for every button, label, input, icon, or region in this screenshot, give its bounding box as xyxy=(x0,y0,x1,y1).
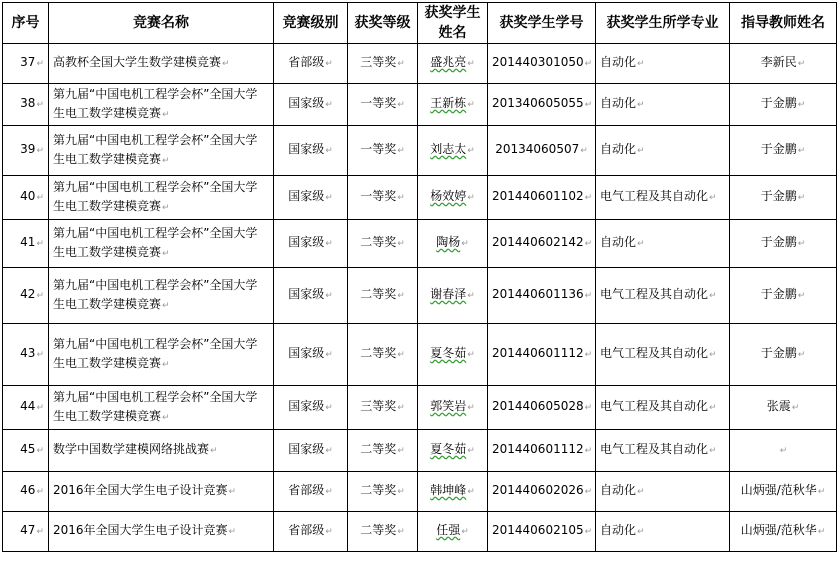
cell-competition xyxy=(49,430,274,472)
paragraph-mark-icon: ↵ xyxy=(397,527,405,537)
cell-major-text: 自动化 xyxy=(600,483,637,497)
cell-student-id-text: 201440602026 xyxy=(492,483,584,497)
cell-student xyxy=(418,386,488,430)
cell-no-text: 42 xyxy=(20,287,36,301)
cell-student-id-text: 201440301050 xyxy=(492,55,584,69)
cell-competition-text: 第九届“中国电机工程学会杯”全国大学生电工数学建模竞赛 xyxy=(53,277,258,311)
cell-award-text: 二等奖 xyxy=(360,483,397,497)
paragraph-mark-icon: ↵ xyxy=(210,446,218,456)
cell-award xyxy=(348,220,418,268)
cell-no xyxy=(3,386,49,430)
cell-student-id-text: 201440602105 xyxy=(492,523,584,537)
paragraph-mark-icon: ↵ xyxy=(162,109,170,120)
cell-level xyxy=(274,176,348,220)
cell-no-text: 46 xyxy=(20,483,36,497)
cell-student-id-text: 201440601112 xyxy=(492,346,584,360)
paragraph-mark-icon: ↵ xyxy=(637,487,645,497)
cell-teacher-text: 于金鹏 xyxy=(760,346,797,360)
cell-student-text: 王新栋 xyxy=(430,96,467,110)
cell-competition-text: 2016年全国大学生电子设计竞赛 xyxy=(53,483,228,497)
cell-award-text: 二等奖 xyxy=(360,442,397,456)
cell-student-id-text: 201440602142 xyxy=(492,235,584,249)
cell-major xyxy=(596,126,730,176)
paragraph-mark-icon: ↵ xyxy=(397,446,405,456)
cell-award xyxy=(348,512,418,552)
cell-level xyxy=(274,386,348,430)
cell-level-text: 国家级 xyxy=(288,96,325,110)
cell-student-id xyxy=(488,84,596,126)
paragraph-mark-icon: ↵ xyxy=(791,403,800,413)
cell-competition-text: 高教杯全国大学生数学建模竞赛 xyxy=(53,55,222,69)
paragraph-mark-icon: ↵ xyxy=(467,100,475,110)
paragraph-mark-icon: ↵ xyxy=(797,291,806,301)
cell-competition xyxy=(49,512,274,552)
paragraph-mark-icon: ↵ xyxy=(228,487,237,497)
paragraph-mark-icon: ↵ xyxy=(584,291,593,301)
paragraph-mark-icon: ↵ xyxy=(584,350,593,360)
paragraph-mark-icon: ↵ xyxy=(797,146,806,156)
cell-student-id xyxy=(488,126,596,176)
paragraph-mark-icon: ↵ xyxy=(36,291,44,301)
cell-no xyxy=(3,44,49,84)
cell-major-text: 自动化 xyxy=(600,235,637,249)
cell-student-text: 郭笑岩 xyxy=(430,399,467,413)
cell-student xyxy=(418,512,488,552)
paragraph-mark-icon: ↵ xyxy=(397,291,405,301)
cell-award xyxy=(348,430,418,472)
paragraph-mark-icon: ↵ xyxy=(584,193,593,203)
paragraph-mark-icon: ↵ xyxy=(397,239,405,249)
paragraph-mark-icon: ↵ xyxy=(36,350,44,360)
paragraph-mark-icon: ↵ xyxy=(467,403,475,413)
table-row xyxy=(3,512,837,552)
paragraph-mark-icon: ↵ xyxy=(461,527,469,537)
header-level: 竞赛级别 xyxy=(274,3,348,44)
cell-student-id xyxy=(488,430,596,472)
cell-student-text: 盛兆亮 xyxy=(430,55,467,69)
cell-major-text: 自动化 xyxy=(600,142,637,156)
paragraph-mark-icon: ↵ xyxy=(817,487,826,497)
paragraph-mark-icon: ↵ xyxy=(637,59,645,69)
cell-student-id xyxy=(488,176,596,220)
paragraph-mark-icon: ↵ xyxy=(325,446,333,456)
cell-student-id xyxy=(488,386,596,430)
cell-award-text: 一等奖 xyxy=(360,96,397,110)
paragraph-mark-icon: ↵ xyxy=(467,487,475,497)
paragraph-mark-icon: ↵ xyxy=(325,100,333,110)
paragraph-mark-icon: ↵ xyxy=(325,350,333,360)
header-major: 获奖学生所学专业 xyxy=(596,3,730,44)
cell-no xyxy=(3,268,49,324)
paragraph-mark-icon: ↵ xyxy=(467,446,475,456)
cell-award xyxy=(348,324,418,386)
cell-competition-text: 2016年全国大学生电子设计竞赛 xyxy=(53,523,228,537)
paragraph-mark-icon: ↵ xyxy=(461,239,469,249)
paragraph-mark-icon: ↵ xyxy=(779,446,788,456)
cell-student xyxy=(418,430,488,472)
paragraph-mark-icon: ↵ xyxy=(36,527,44,537)
paragraph-mark-icon: ↵ xyxy=(36,146,44,156)
table-row xyxy=(3,84,837,126)
cell-no-text: 37 xyxy=(20,55,36,69)
header-row xyxy=(3,3,837,44)
paragraph-mark-icon: ↵ xyxy=(397,146,405,156)
cell-competition xyxy=(49,176,274,220)
cell-student xyxy=(418,176,488,220)
cell-no xyxy=(3,472,49,512)
paragraph-mark-icon: ↵ xyxy=(397,350,405,360)
cell-student-text: 任强 xyxy=(436,523,461,537)
paragraph-mark-icon: ↵ xyxy=(467,350,475,360)
cell-level xyxy=(274,324,348,386)
cell-competition-text: 第九届“中国电机工程学会杯”全国大学生电工数学建模竞赛 xyxy=(53,225,258,259)
cell-award-text: 二等奖 xyxy=(360,235,397,249)
header-teacher: 指导教师姓名 xyxy=(730,3,837,44)
cell-level-text: 省部级 xyxy=(288,55,325,69)
cell-no xyxy=(3,430,49,472)
cell-no xyxy=(3,324,49,386)
cell-student xyxy=(418,44,488,84)
cell-level xyxy=(274,126,348,176)
cell-award-text: 三等奖 xyxy=(360,399,397,413)
cell-award xyxy=(348,268,418,324)
cell-award xyxy=(348,386,418,430)
paragraph-mark-icon: ↵ xyxy=(162,412,170,423)
cell-award-text: 三等奖 xyxy=(360,55,397,69)
cell-teacher-text: 李新民 xyxy=(760,55,797,69)
table-row xyxy=(3,386,837,430)
cell-competition xyxy=(49,324,274,386)
paragraph-mark-icon: ↵ xyxy=(797,193,806,203)
cell-competition-text: 第九届“中国电机工程学会杯”全国大学生电工数学建模竞赛 xyxy=(53,132,258,166)
paragraph-mark-icon: ↵ xyxy=(637,527,645,537)
paragraph-mark-icon: ↵ xyxy=(325,59,333,69)
table-row xyxy=(3,220,837,268)
paragraph-mark-icon: ↵ xyxy=(637,146,645,156)
paragraph-mark-icon: ↵ xyxy=(325,193,333,203)
paragraph-mark-icon: ↵ xyxy=(397,487,405,497)
cell-student-id xyxy=(488,220,596,268)
table-row xyxy=(3,44,837,84)
cell-level-text: 国家级 xyxy=(288,399,325,413)
cell-no-text: 40 xyxy=(20,189,36,203)
cell-no xyxy=(3,176,49,220)
paragraph-mark-icon: ↵ xyxy=(584,403,593,413)
cell-teacher xyxy=(730,472,837,512)
paragraph-mark-icon: ↵ xyxy=(584,239,593,249)
cell-no xyxy=(3,220,49,268)
cell-major xyxy=(596,176,730,220)
cell-student-text: 杨效婷 xyxy=(430,189,467,203)
cell-level-text: 国家级 xyxy=(288,235,325,249)
cell-major xyxy=(596,220,730,268)
header-no: 序号 xyxy=(3,3,49,44)
paragraph-mark-icon: ↵ xyxy=(709,446,717,456)
cell-major xyxy=(596,44,730,84)
cell-teacher xyxy=(730,44,837,84)
paragraph-mark-icon: ↵ xyxy=(162,359,170,370)
cell-competition-text: 数学中国数学建模网络挑战赛 xyxy=(53,442,210,456)
cell-student xyxy=(418,472,488,512)
paragraph-mark-icon: ↵ xyxy=(397,100,405,110)
cell-teacher xyxy=(730,512,837,552)
paragraph-mark-icon: ↵ xyxy=(467,291,475,301)
cell-level-text: 省部级 xyxy=(288,483,325,497)
cell-competition-text: 第九届“中国电机工程学会杯”全国大学生电工数学建模竞赛 xyxy=(53,179,258,213)
cell-teacher-text: 山炳强/范秋华 xyxy=(740,523,817,537)
paragraph-mark-icon: ↵ xyxy=(584,487,593,497)
cell-student-id-text: 201440605028 xyxy=(492,399,584,413)
cell-award xyxy=(348,84,418,126)
paragraph-mark-icon: ↵ xyxy=(397,59,405,69)
cell-level xyxy=(274,44,348,84)
cell-teacher xyxy=(730,220,837,268)
table-row xyxy=(3,430,837,472)
paragraph-mark-icon: ↵ xyxy=(467,146,475,156)
paragraph-mark-icon: ↵ xyxy=(584,100,593,110)
cell-student-id xyxy=(488,324,596,386)
cell-level-text: 国家级 xyxy=(288,189,325,203)
paragraph-mark-icon: ↵ xyxy=(36,100,44,110)
table-body xyxy=(3,44,837,552)
table-row xyxy=(3,324,837,386)
cell-major xyxy=(596,386,730,430)
cell-student xyxy=(418,268,488,324)
cell-student-text: 陶杨 xyxy=(436,235,461,249)
paragraph-mark-icon: ↵ xyxy=(797,100,806,110)
cell-competition-text: 第九届“中国电机工程学会杯”全国大学生电工数学建模竞赛 xyxy=(53,389,258,423)
cell-student-id-text: 201440601136 xyxy=(492,287,584,301)
cell-no-text: 38 xyxy=(20,96,36,110)
cell-teacher-text: 于金鹏 xyxy=(760,287,797,301)
cell-competition xyxy=(49,472,274,512)
cell-award xyxy=(348,126,418,176)
table-row xyxy=(3,472,837,512)
cell-level-text: 省部级 xyxy=(288,523,325,537)
paragraph-mark-icon: ↵ xyxy=(162,202,170,213)
cell-award-text: 二等奖 xyxy=(360,523,397,537)
cell-major-text: 自动化 xyxy=(600,96,637,110)
paragraph-mark-icon: ↵ xyxy=(709,291,717,301)
paragraph-mark-icon: ↵ xyxy=(397,403,405,413)
paragraph-mark-icon: ↵ xyxy=(584,59,593,69)
paragraph-mark-icon: ↵ xyxy=(637,100,645,110)
cell-student-text: 谢春泽 xyxy=(430,287,467,301)
cell-student xyxy=(418,324,488,386)
paragraph-mark-icon: ↵ xyxy=(162,248,170,259)
paragraph-mark-icon: ↵ xyxy=(637,239,645,249)
cell-major xyxy=(596,472,730,512)
cell-student-id-text: 201440601112 xyxy=(492,442,584,456)
cell-level xyxy=(274,472,348,512)
paragraph-mark-icon: ↵ xyxy=(797,350,806,360)
cell-award-text: 二等奖 xyxy=(360,346,397,360)
cell-level-text: 国家级 xyxy=(288,142,325,156)
cell-level xyxy=(274,220,348,268)
cell-student xyxy=(418,126,488,176)
cell-no-text: 43 xyxy=(20,346,36,360)
cell-no xyxy=(3,126,49,176)
cell-award-text: 一等奖 xyxy=(360,189,397,203)
cell-teacher-text: 张震 xyxy=(766,399,791,413)
paragraph-mark-icon: ↵ xyxy=(36,487,44,497)
cell-award xyxy=(348,44,418,84)
cell-award-text: 二等奖 xyxy=(360,287,397,301)
cell-student xyxy=(418,84,488,126)
paragraph-mark-icon: ↵ xyxy=(467,193,475,203)
cell-student-id xyxy=(488,268,596,324)
paragraph-mark-icon: ↵ xyxy=(709,350,717,360)
cell-no xyxy=(3,84,49,126)
paragraph-mark-icon: ↵ xyxy=(36,239,44,249)
paragraph-mark-icon: ↵ xyxy=(325,527,333,537)
cell-level xyxy=(274,84,348,126)
paragraph-mark-icon: ↵ xyxy=(325,487,333,497)
cell-level-text: 国家级 xyxy=(288,287,325,301)
paragraph-mark-icon: ↵ xyxy=(325,403,333,413)
cell-major-text: 电气工程及其自动化 xyxy=(600,287,709,301)
cell-teacher-text: 于金鹏 xyxy=(760,235,797,249)
cell-teacher-text: 山炳强/范秋华 xyxy=(740,483,817,497)
cell-no-text: 47 xyxy=(20,523,36,537)
cell-student-id-text: 201340605055 xyxy=(492,96,584,110)
paragraph-mark-icon: ↵ xyxy=(162,155,170,166)
cell-major-text: 电气工程及其自动化 xyxy=(600,442,709,456)
paragraph-mark-icon: ↵ xyxy=(162,300,170,311)
cell-student-id-text: 201440601102 xyxy=(492,189,584,203)
cell-major-text: 自动化 xyxy=(600,523,637,537)
cell-major xyxy=(596,512,730,552)
paragraph-mark-icon: ↵ xyxy=(325,146,333,156)
cell-teacher xyxy=(730,176,837,220)
paragraph-mark-icon: ↵ xyxy=(817,527,826,537)
cell-competition xyxy=(49,220,274,268)
cell-teacher-text: 于金鹏 xyxy=(760,189,797,203)
cell-student-id xyxy=(488,44,596,84)
table-row xyxy=(3,268,837,324)
cell-student-id xyxy=(488,472,596,512)
cell-teacher xyxy=(730,324,837,386)
cell-teacher xyxy=(730,84,837,126)
cell-no-text: 45 xyxy=(20,442,36,456)
header-student: 获奖学生姓名 xyxy=(418,3,488,44)
cell-competition xyxy=(49,126,274,176)
cell-student-text: 韩坤峰 xyxy=(430,483,467,497)
cell-student-text: 夏冬茹 xyxy=(430,442,467,456)
table-row xyxy=(3,176,837,220)
cell-award xyxy=(348,472,418,512)
header-competition: 竞赛名称 xyxy=(49,3,274,44)
cell-student-text: 夏冬茹 xyxy=(430,346,467,360)
paragraph-mark-icon: ↵ xyxy=(36,403,44,413)
paragraph-mark-icon: ↵ xyxy=(584,527,593,537)
awards-table xyxy=(2,2,837,552)
cell-major-text: 电气工程及其自动化 xyxy=(600,346,709,360)
cell-teacher-text: 于金鹏 xyxy=(760,142,797,156)
cell-student-id-text: 20134060507 xyxy=(495,142,580,156)
paragraph-mark-icon: ↵ xyxy=(709,403,717,413)
header-award: 获奖等级 xyxy=(348,3,418,44)
paragraph-mark-icon: ↵ xyxy=(397,193,405,203)
cell-level xyxy=(274,430,348,472)
cell-award xyxy=(348,176,418,220)
cell-major-text: 电气工程及其自动化 xyxy=(600,399,709,413)
cell-competition xyxy=(49,84,274,126)
cell-level xyxy=(274,268,348,324)
cell-major xyxy=(596,268,730,324)
paragraph-mark-icon: ↵ xyxy=(709,193,717,203)
paragraph-mark-icon: ↵ xyxy=(580,146,588,156)
cell-competition-text: 第九届“中国电机工程学会杯”全国大学生电工数学建模竞赛 xyxy=(53,86,258,120)
paragraph-mark-icon: ↵ xyxy=(222,59,230,69)
paragraph-mark-icon: ↵ xyxy=(36,59,44,69)
cell-teacher xyxy=(730,268,837,324)
cell-level xyxy=(274,512,348,552)
cell-award-text: 一等奖 xyxy=(360,142,397,156)
paragraph-mark-icon: ↵ xyxy=(797,59,806,69)
cell-no-text: 44 xyxy=(20,399,36,413)
cell-no-text: 41 xyxy=(20,235,36,249)
paragraph-mark-icon: ↵ xyxy=(36,193,44,203)
header-student-id: 获奖学生学号 xyxy=(488,3,596,44)
cell-competition xyxy=(49,44,274,84)
cell-major xyxy=(596,84,730,126)
cell-major-text: 电气工程及其自动化 xyxy=(600,189,709,203)
paragraph-mark-icon: ↵ xyxy=(797,239,806,249)
cell-competition-text: 第九届“中国电机工程学会杯”全国大学生电工数学建模竞赛 xyxy=(53,336,258,370)
cell-competition xyxy=(49,386,274,430)
paragraph-mark-icon: ↵ xyxy=(584,446,593,456)
cell-level-text: 国家级 xyxy=(288,442,325,456)
cell-teacher xyxy=(730,386,837,430)
cell-no-text: 39 xyxy=(20,142,36,156)
cell-competition xyxy=(49,268,274,324)
cell-no xyxy=(3,512,49,552)
cell-major xyxy=(596,324,730,386)
cell-major-text: 自动化 xyxy=(600,55,637,69)
table-row xyxy=(3,126,837,176)
cell-major xyxy=(596,430,730,472)
cell-level-text: 国家级 xyxy=(288,346,325,360)
cell-teacher-text: 于金鹏 xyxy=(760,96,797,110)
paragraph-mark-icon: ↵ xyxy=(36,446,44,456)
cell-teacher xyxy=(730,430,837,472)
cell-student-text: 刘志太 xyxy=(430,142,467,156)
cell-student xyxy=(418,220,488,268)
paragraph-mark-icon: ↵ xyxy=(325,239,333,249)
paragraph-mark-icon: ↵ xyxy=(467,59,475,69)
cell-teacher xyxy=(730,126,837,176)
paragraph-mark-icon: ↵ xyxy=(325,291,333,301)
paragraph-mark-icon: ↵ xyxy=(228,527,237,537)
cell-student-id xyxy=(488,512,596,552)
